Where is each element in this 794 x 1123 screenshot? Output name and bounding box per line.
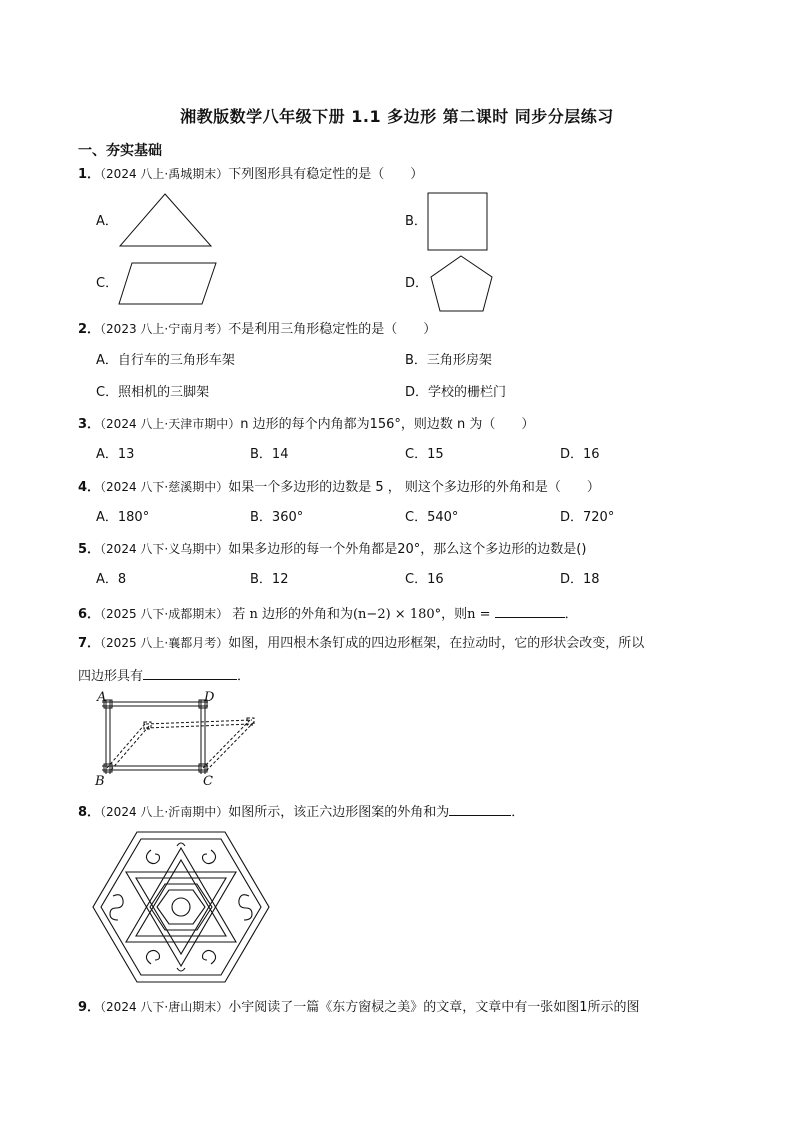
- option-d: D．学校的栅栏门: [405, 385, 507, 400]
- question-end: ．: [237, 669, 251, 684]
- question-6: [78, 603, 578, 624]
- question-3: [78, 415, 534, 434]
- question-source: （2023 八上·宁南月考）: [100, 322, 229, 336]
- vertex-label-b: B: [95, 774, 105, 789]
- question-7: [78, 634, 644, 653]
- question-text: 小宇阅读了一篇《东方窗棂之美》的文章，文章中有一张如图1所示的图: [228, 1000, 640, 1015]
- question-source: （2025 八下·成都期末）: [100, 607, 229, 621]
- question-text: n 边形的每个内角都为156°，则边数 n 为（ ）: [240, 417, 535, 432]
- question-number: 6．: [78, 607, 101, 622]
- vertex-label-c: C: [203, 774, 213, 789]
- square-icon: [427, 192, 489, 252]
- hexagon-pattern-figure: [91, 830, 271, 984]
- question-text: 若 n 边形的外角和为(n−2) × 180°，则n =: [228, 607, 495, 622]
- option-c-label: C．: [96, 276, 119, 291]
- option-d: D．16: [560, 447, 600, 462]
- option-b-label: B．: [405, 214, 427, 229]
- option-b: B．三角形房架: [405, 353, 492, 368]
- question-source: （2024 八上·禹城期末）: [100, 167, 229, 181]
- question-end: ．: [564, 607, 578, 622]
- question-number: 1．: [78, 167, 101, 182]
- parallelogram-icon: [118, 261, 218, 307]
- question-source: （2024 八下·义乌期中）: [100, 542, 229, 556]
- question-source: （2025 八上·襄都月考）: [100, 636, 229, 650]
- question-number: 7．: [78, 636, 101, 651]
- answer-blank[interactable]: [449, 801, 511, 816]
- triangle-icon: [118, 192, 214, 248]
- quadrilateral-frame-figure: [90, 690, 260, 790]
- question-source: （2024 八上·天津市期中）: [100, 417, 241, 431]
- question-number: 3．: [78, 417, 101, 432]
- answer-blank[interactable]: [495, 603, 565, 618]
- question-number: 8．: [78, 805, 101, 820]
- question-source: （2024 八上·沂南期中）: [100, 805, 229, 819]
- question-4: [78, 478, 600, 497]
- option-b: B．360°: [250, 510, 304, 525]
- option-a-label: A．: [96, 214, 118, 229]
- question-source: （2024 八下·唐山期末）: [100, 1000, 229, 1014]
- section-heading: 一、夯实基础: [78, 143, 162, 159]
- question-7-line-2: [78, 665, 250, 686]
- option-b: B．14: [250, 447, 289, 462]
- question-text: 不是利用三角形稳定性的是（ ）: [228, 322, 437, 337]
- vertex-label-d: D: [204, 690, 215, 705]
- question-9: [78, 998, 640, 1017]
- option-c: C．15: [405, 447, 444, 462]
- option-c: C．照相机的三脚架: [96, 385, 210, 400]
- question-5: [78, 540, 586, 559]
- question-text: 如果多边形的每一个外角都是20°，那么这个多边形的边数是(): [228, 542, 587, 557]
- question-text: 四边形具有: [78, 669, 144, 684]
- question-text: 下列图形具有稳定性的是（ ）: [228, 167, 424, 182]
- option-c: C．16: [405, 572, 444, 587]
- pentagon-icon: [429, 254, 495, 314]
- question-1: [78, 165, 423, 184]
- question-source: （2024 八下·慈溪期中）: [100, 480, 229, 494]
- option-a: A．自行车的三角形车架: [96, 353, 235, 368]
- question-8: [78, 801, 524, 822]
- option-a: A．180°: [96, 510, 150, 525]
- option-d: D．18: [560, 572, 600, 587]
- question-2: [78, 320, 436, 339]
- option-c: C．540°: [405, 510, 459, 525]
- option-d-label: D．: [405, 276, 429, 291]
- page-title: 湘教版数学八年级下册 1.1 多边形 第二课时 同步分层练习: [180, 107, 614, 126]
- question-number: 5．: [78, 542, 101, 557]
- question-text: 如图所示，该正六边形图案的外角和为: [228, 805, 450, 820]
- option-a: A．13: [96, 447, 135, 462]
- answer-blank[interactable]: [143, 665, 237, 680]
- vertex-label-a: A: [97, 690, 107, 705]
- option-a: A．8: [96, 572, 127, 587]
- question-end: ．: [511, 805, 525, 820]
- option-d: D．720°: [560, 510, 615, 525]
- option-b: B．12: [250, 572, 289, 587]
- question-number: 9．: [78, 1000, 101, 1015]
- question-text: 如图，用四根木条钉成的四边形框架，在拉动时，它的形状会改变，所以: [228, 636, 645, 651]
- question-number: 2．: [78, 322, 101, 337]
- question-text: 如果一个多边形的边数是 5 ， 则这个多边形的外角和是（ ）: [228, 480, 600, 495]
- question-number: 4．: [78, 480, 101, 495]
